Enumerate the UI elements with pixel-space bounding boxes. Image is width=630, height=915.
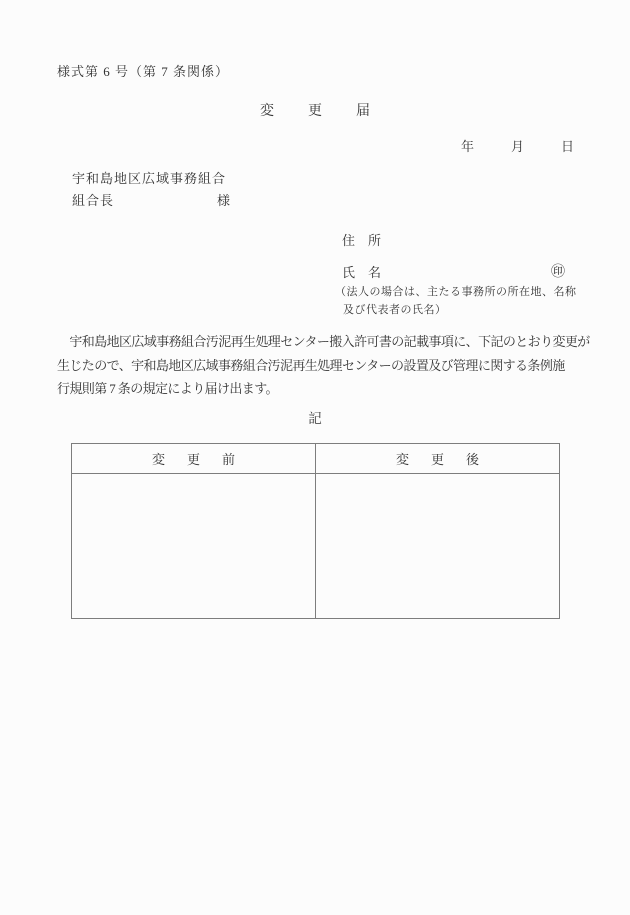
body-line: 行規則第 7 条の規定により届け出ます。 — [57, 381, 278, 396]
change-table — [71, 443, 560, 619]
date-month-label: 月 — [510, 139, 524, 154]
date-year-label: 年 — [460, 139, 474, 154]
column-header-before-change: 変更前 — [72, 444, 316, 474]
body-line: 宇和島地区広域事務組合汚泥再生処理センター搬入許可書の記載事項に、下記のとおり変更が — [57, 334, 590, 349]
body-paragraph — [57, 330, 590, 401]
form-number-label: 様式第 6 号（第 7 条関係） — [57, 64, 230, 79]
table-header-row — [72, 444, 560, 474]
column-header-after-change: 変更後 — [316, 444, 560, 474]
seal-mark: ㊞ — [551, 265, 565, 280]
after-change-cell — [316, 474, 560, 619]
addressee-role: 組合長 — [72, 193, 115, 208]
before-change-cell — [72, 474, 316, 619]
corporate-note-line-1: （法人の場合は、主たる事務所の所在地、名称 — [335, 286, 577, 298]
corporate-note-line-2: 及び代表者の氏名） — [343, 304, 447, 316]
address-label: 住所 — [342, 233, 395, 248]
addressee-line — [72, 190, 332, 209]
addressee-organization: 宇和島地区広域事務組合 — [72, 171, 227, 186]
table-row — [72, 474, 560, 619]
record-heading: 記 — [308, 411, 322, 426]
name-line — [342, 262, 574, 281]
corporate-note — [335, 283, 577, 319]
document-title: 変更届 — [260, 104, 404, 119]
name-label: 氏名 — [342, 265, 395, 280]
date-line — [461, 136, 574, 155]
date-day-label: 日 — [560, 139, 574, 154]
addressee-honorific: 様 — [217, 193, 232, 208]
body-line: 生じたので、宇和島地区広域事務組合汚泥再生処理センターの設置及び管理に関する条例施 — [57, 357, 565, 373]
